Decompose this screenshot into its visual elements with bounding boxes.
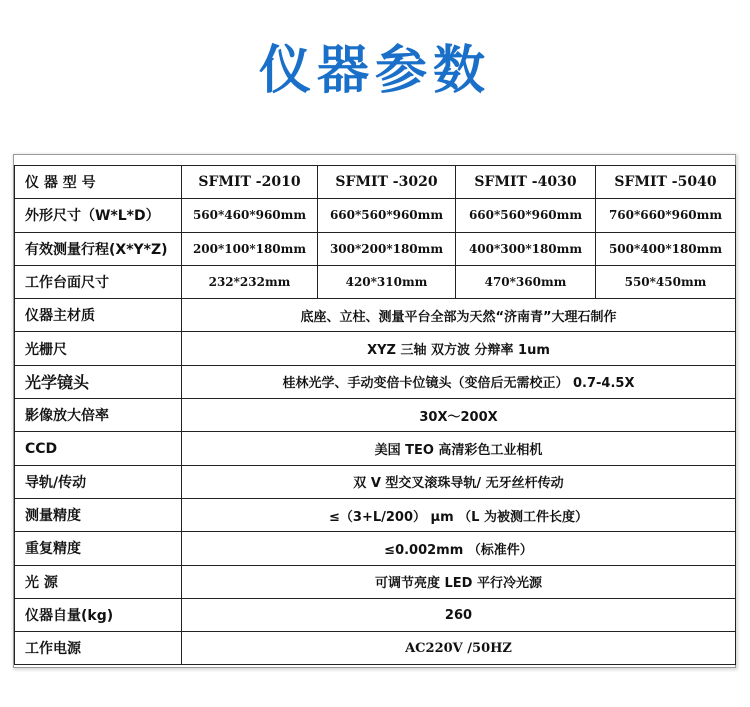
cell-value: 可调节亮度 LED 平行冷光源 — [182, 565, 736, 598]
cell-value: 底座、立柱、测量平台全部为天然“济南青”大理石制作 — [182, 299, 736, 332]
table-row — [15, 598, 736, 631]
cell-value: 550*450mm — [596, 265, 736, 298]
header-label: 仪 器 型 号 — [15, 166, 182, 199]
row-label: 测量精度 — [15, 498, 182, 531]
cell-value: XYZ 三轴 双方波 分辩率 1um — [182, 332, 736, 365]
table-row — [15, 299, 736, 332]
cell-value: 200*100*180mm — [182, 232, 318, 265]
row-label: 工作台面尺寸 — [15, 265, 182, 298]
spec-table — [14, 165, 736, 665]
cell-value: 桂林光学、手动变倍卡位镜头（变倍后无需校正） 0.7-4.5X — [182, 365, 736, 398]
model-header: SFMIT -5040 — [596, 166, 736, 199]
row-label: 工作电源 — [15, 632, 182, 665]
row-label: 光 源 — [15, 565, 182, 598]
cell-value: 660*560*960mm — [318, 199, 456, 232]
table-row — [15, 199, 736, 232]
cell-value: AC220V /50HZ — [182, 632, 736, 665]
cell-value: ≤0.002mm （标准件） — [182, 532, 736, 565]
cell-value: 760*660*960mm — [596, 199, 736, 232]
cell-value: 420*310mm — [318, 265, 456, 298]
table-row — [15, 365, 736, 398]
table-row — [15, 632, 736, 665]
cell-value: 232*232mm — [182, 265, 318, 298]
page-title: 仪器参数 — [258, 41, 491, 101]
row-label: 光栅尺 — [15, 332, 182, 365]
cell-value: 660*560*960mm — [456, 199, 596, 232]
cell-value: 260 — [182, 598, 736, 631]
table-row — [15, 532, 736, 565]
cell-value: 300*200*180mm — [318, 232, 456, 265]
cell-value: 美国 TEO 高清彩色工业相机 — [182, 432, 736, 465]
cell-value: 560*460*960mm — [182, 199, 318, 232]
row-label: 影像放大倍率 — [15, 399, 182, 432]
row-label: 光学镜头 — [15, 365, 182, 398]
cell-value: 470*360mm — [456, 265, 596, 298]
row-label: CCD — [15, 432, 182, 465]
model-header: SFMIT -3020 — [318, 166, 456, 199]
table-row — [15, 265, 736, 298]
table-row — [15, 332, 736, 365]
table-row — [15, 399, 736, 432]
model-header: SFMIT -4030 — [456, 166, 596, 199]
row-label: 导轨/传动 — [15, 465, 182, 498]
row-label: 外形尺寸（W*L*D） — [15, 199, 182, 232]
table-row — [15, 565, 736, 598]
row-label: 仪器自量(kg) — [15, 598, 182, 631]
cell-value: 500*400*180mm — [596, 232, 736, 265]
table-row — [15, 465, 736, 498]
cell-value: 双 V 型交叉滚珠导轨/ 无牙丝杆传动 — [182, 465, 736, 498]
cell-value: 400*300*180mm — [456, 232, 596, 265]
table-header-row — [15, 166, 736, 199]
row-label: 重复精度 — [15, 532, 182, 565]
table-row — [15, 232, 736, 265]
model-header: SFMIT -2010 — [182, 166, 318, 199]
cell-value: 30X～200X — [182, 399, 736, 432]
table-row — [15, 432, 736, 465]
cell-value: ≤（3+L/200） μm （L 为被测工件长度） — [182, 498, 736, 531]
row-label: 有效测量行程(X*Y*Z) — [15, 232, 182, 265]
row-label: 仪器主材质 — [15, 299, 182, 332]
table-row — [15, 498, 736, 531]
